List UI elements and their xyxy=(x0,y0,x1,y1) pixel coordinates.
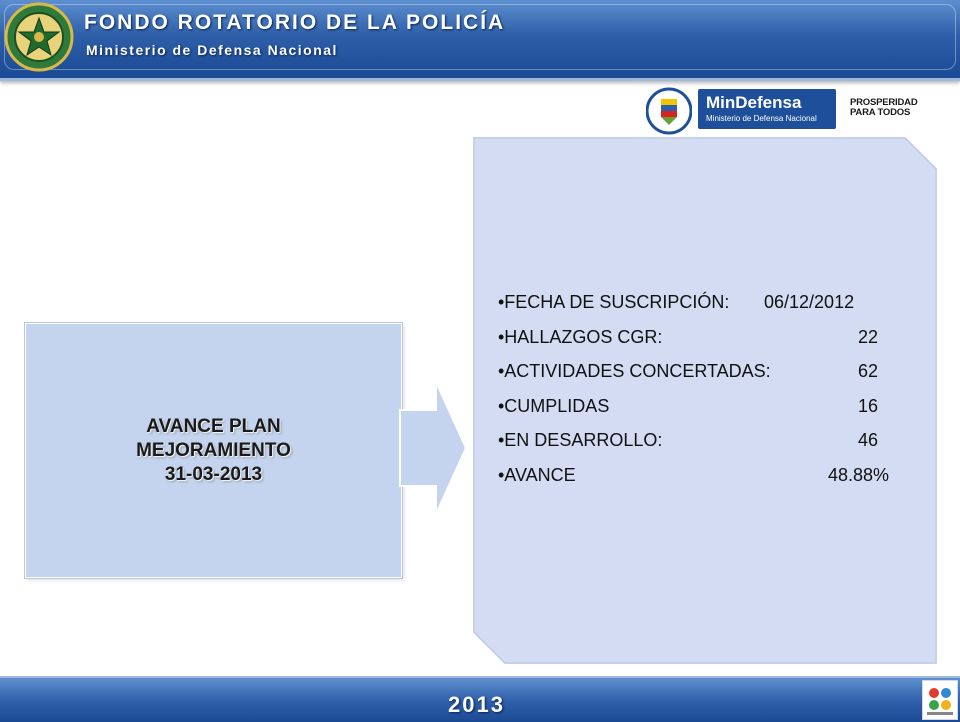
prosperidad-logo xyxy=(850,98,917,118)
colombia-seal-icon xyxy=(646,86,692,136)
mindefensa-logo-title: MinDefensa xyxy=(706,93,802,112)
prosperidad-line1: PROSPERIDAD xyxy=(850,97,918,108)
item-value: 62 xyxy=(858,361,879,381)
item-value: 46 xyxy=(858,430,879,450)
list-item xyxy=(498,458,918,493)
list-item xyxy=(498,389,918,424)
item-value: 06/12/2012 xyxy=(764,292,855,312)
list-item xyxy=(498,285,918,320)
item-label: •FECHA DE SUSCRIPCIÓN: xyxy=(498,292,730,312)
logo-strip xyxy=(640,86,930,138)
item-label: •AVANCE xyxy=(498,464,576,485)
item-value: 48.88% xyxy=(828,464,890,485)
header-bar xyxy=(0,0,960,81)
mindefensa-logo xyxy=(698,89,836,129)
avance-plan-date: 31-03-2013 xyxy=(164,463,263,485)
footer-year: 2013 xyxy=(448,692,505,717)
prosperidad-line2: PARA TODOS xyxy=(850,107,911,118)
item-value: 16 xyxy=(858,395,879,416)
list-item xyxy=(498,354,918,389)
header-title: FONDO ROTATORIO DE LA POLICÍA xyxy=(84,11,506,34)
item-label: •HALLAZGOS CGR: xyxy=(498,326,663,347)
list-item xyxy=(498,320,918,355)
item-value: 22 xyxy=(858,326,879,347)
avance-plan-line1: AVANCE PLAN xyxy=(146,415,281,437)
footer-bar xyxy=(0,676,960,722)
item-label: •CUMPLIDAS xyxy=(498,395,610,416)
item-label: •ACTIVIDADES CONCERTADAS: xyxy=(498,361,771,381)
police-emblem-icon xyxy=(4,2,74,72)
mindefensa-logo-subtitle: Ministerio de Defensa Nacional xyxy=(706,114,817,123)
avance-plan-box xyxy=(25,323,402,578)
item-label: •EN DESARROLLO: xyxy=(498,430,663,450)
event-logo-icon xyxy=(922,680,958,720)
avance-plan-line2: MEJORAMIENTO xyxy=(136,439,291,461)
header-subtitle: Ministerio de Defensa Nacional xyxy=(86,42,338,58)
right-arrow-icon xyxy=(398,380,468,516)
summary-list xyxy=(498,285,918,492)
list-item xyxy=(498,423,918,458)
avance-plan-title xyxy=(136,415,291,487)
